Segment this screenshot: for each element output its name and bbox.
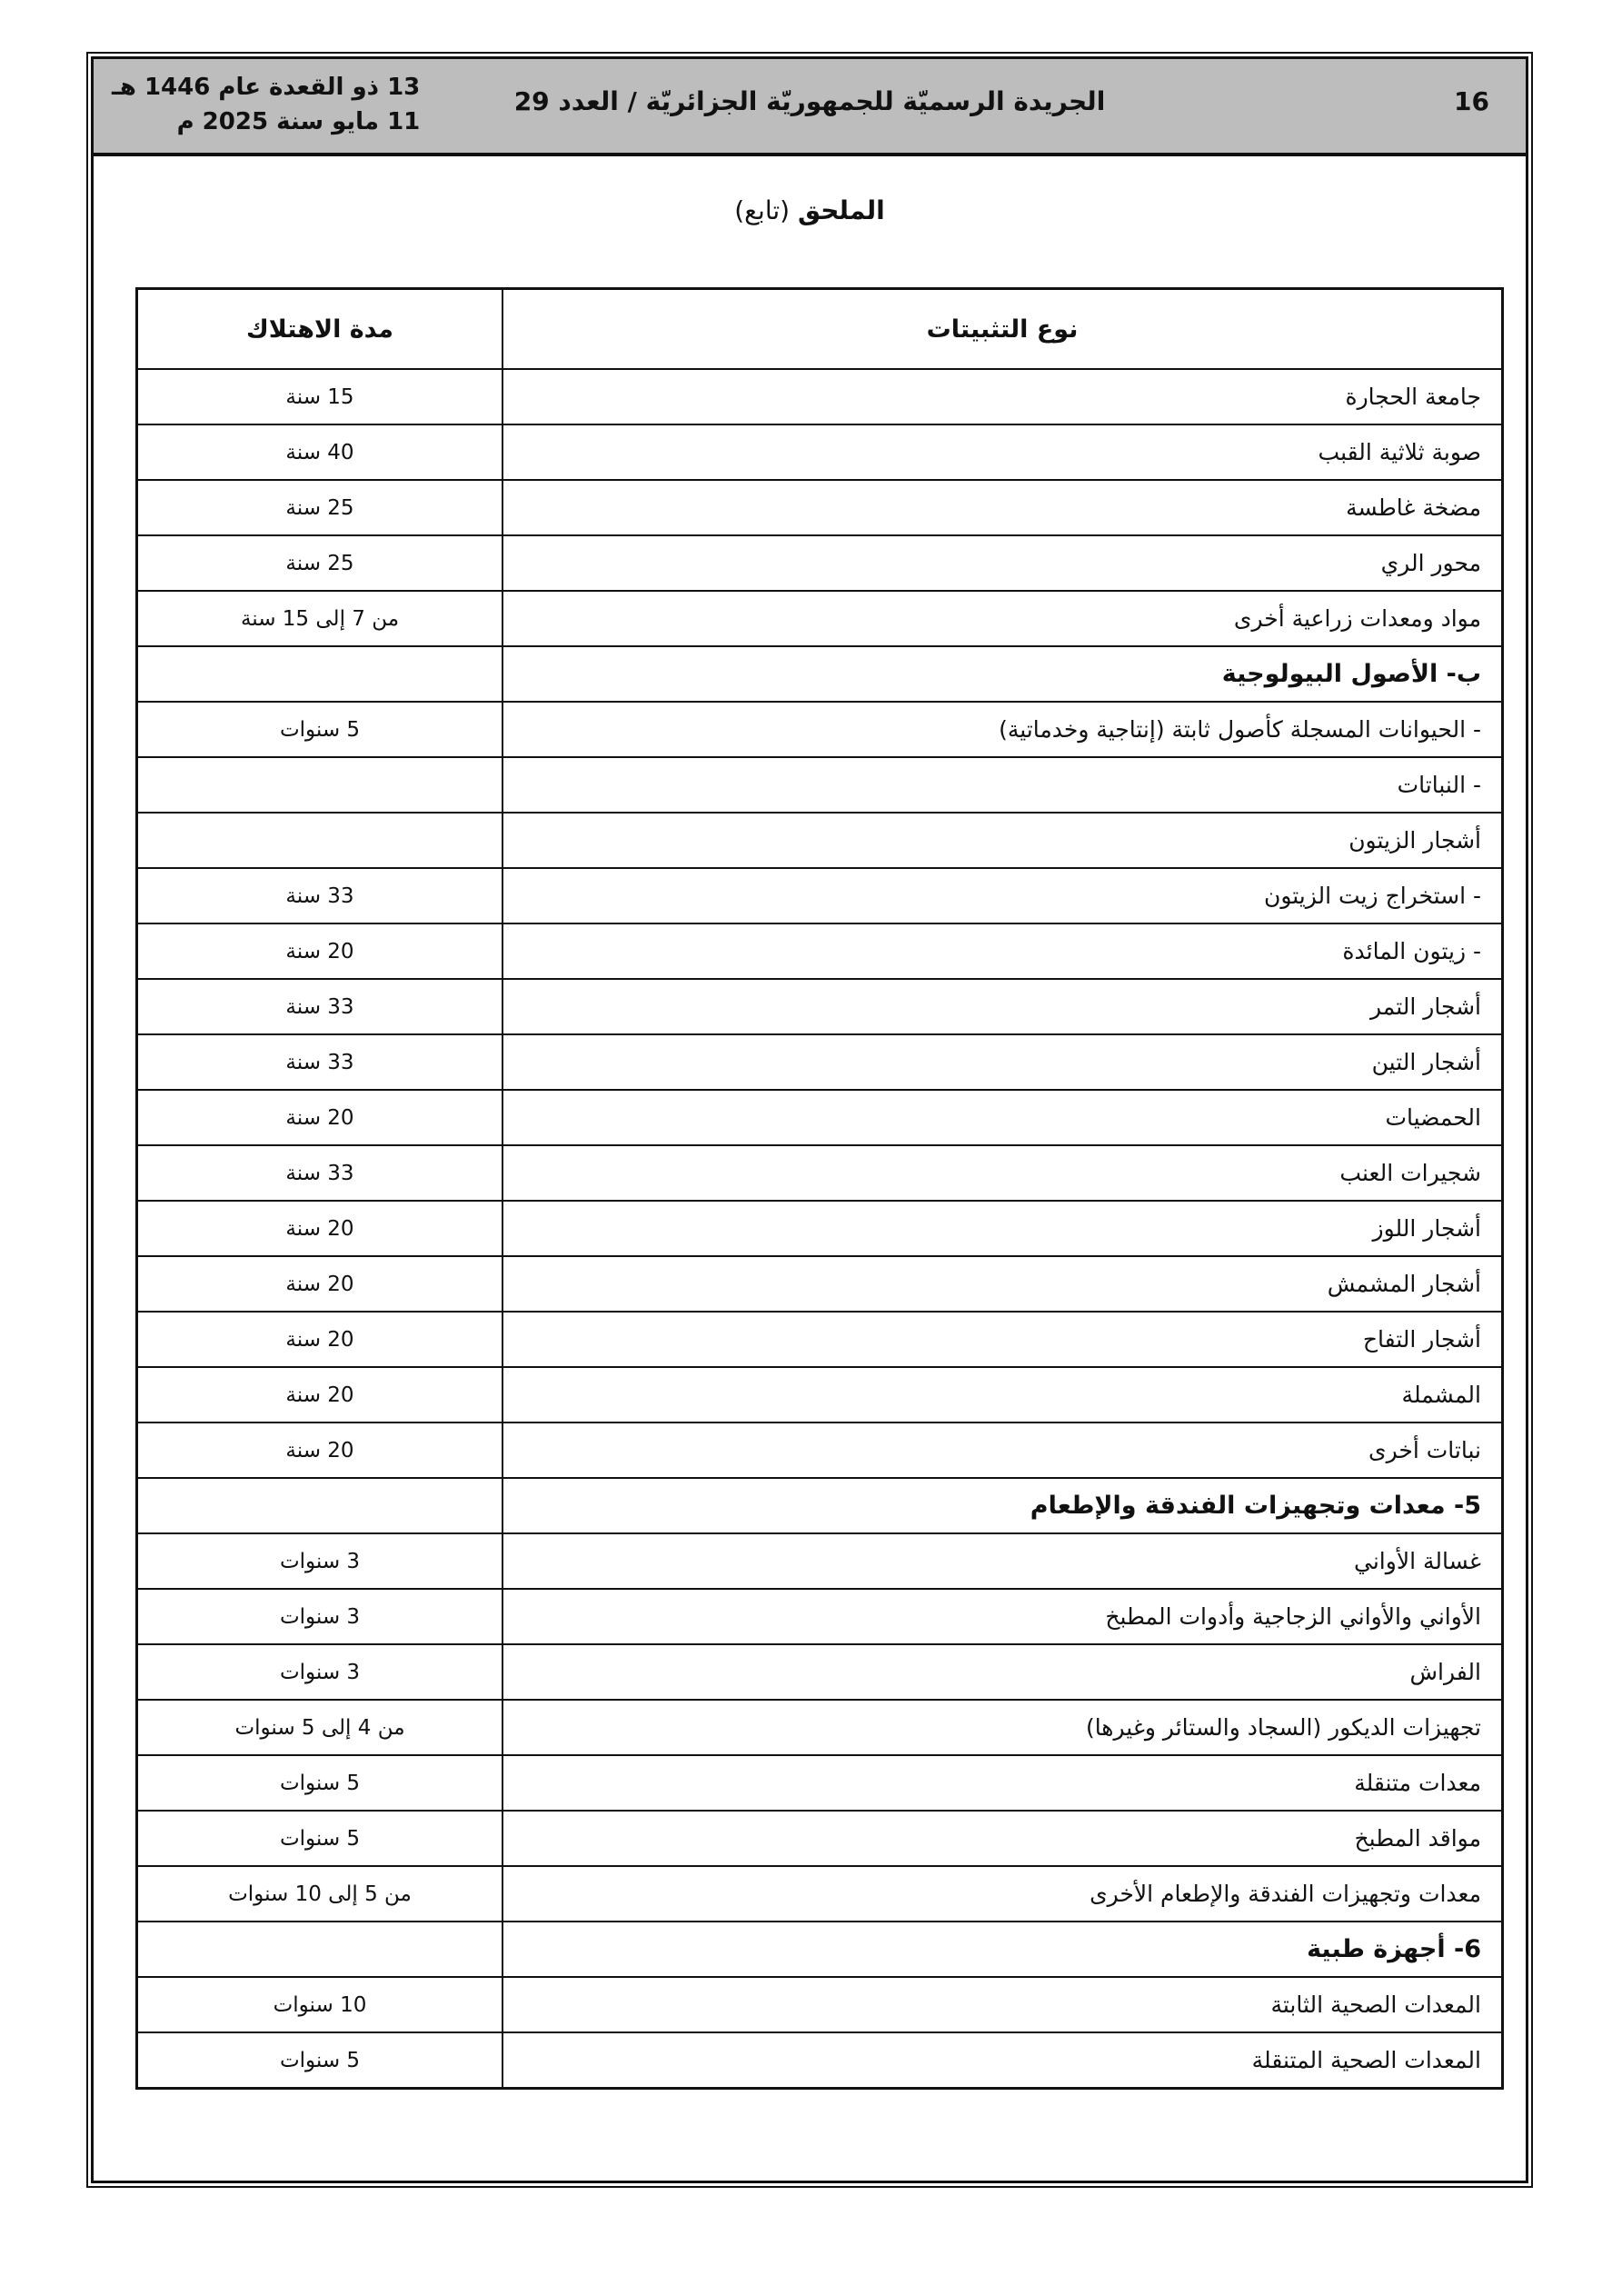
asset-type-cell: تجهيزات الديكور (السجاد والستائر وغيرها)	[503, 1700, 1503, 1755]
duration-cell: 5 سنوات	[137, 1755, 503, 1811]
header-asset-type: نوع التثبيتات	[503, 289, 1503, 370]
duration-cell: 15 سنة	[137, 369, 503, 424]
asset-type-cell: صوبة ثلاثية القبب	[503, 424, 1503, 480]
duration-cell	[137, 1922, 503, 1977]
table-row	[137, 1423, 1503, 1478]
duration-cell: 25 سنة	[137, 535, 503, 591]
duration-cell: 20 سنة	[137, 923, 503, 979]
page-number: 16	[1454, 86, 1489, 116]
duration-cell	[137, 646, 503, 702]
duration-cell: 20 سنة	[137, 1256, 503, 1312]
asset-type-cell: جامعة الحجارة	[503, 369, 1503, 424]
annex-title-sub: (تابع)	[734, 195, 791, 225]
duration-cell: 20 سنة	[137, 1423, 503, 1478]
table-row	[137, 1977, 1503, 2032]
asset-type-cell: أشجار اللوز	[503, 1201, 1503, 1256]
page-header	[94, 59, 1526, 156]
asset-type-cell: أشجار التفاح	[503, 1312, 1503, 1367]
duration-cell: 10 سنوات	[137, 1977, 503, 2032]
asset-type-cell: الأواني والأواني الزجاجية وأدوات المطبخ	[503, 1589, 1503, 1644]
asset-type-cell: المعدات الصحية الثابتة	[503, 1977, 1503, 2032]
table-row	[137, 1533, 1503, 1589]
duration-cell: 33 سنة	[137, 1145, 503, 1201]
asset-type-cell: المعدات الصحية المتنقلة	[503, 2032, 1503, 2089]
annex-title	[94, 195, 1526, 225]
table-row	[137, 369, 1503, 424]
table-row	[137, 1811, 1503, 1866]
table-row	[137, 1866, 1503, 1922]
table-row	[137, 591, 1503, 646]
asset-type-cell: - الحيوانات المسجلة كأصول ثابتة (إنتاجية وخدماتية)	[503, 702, 1503, 757]
header-duration: مدة الاهتلاك	[137, 289, 503, 370]
section-row	[137, 1922, 1503, 1977]
asset-type-cell: أشجار التين	[503, 1034, 1503, 1090]
asset-type-cell: مواقد المطبخ	[503, 1811, 1503, 1866]
table-row	[137, 923, 1503, 979]
table-row	[137, 1755, 1503, 1811]
duration-cell: 3 سنوات	[137, 1644, 503, 1700]
date-hijri: 13 ذو القعدة عام 1446 هـ	[112, 74, 421, 101]
table-row	[137, 979, 1503, 1034]
duration-cell: من 7 إلى 15 سنة	[137, 591, 503, 646]
table-row	[137, 1090, 1503, 1145]
duration-cell: 25 سنة	[137, 480, 503, 535]
asset-type-cell: محور الري	[503, 535, 1503, 591]
asset-type-cell: الفراش	[503, 1644, 1503, 1700]
asset-type-cell: مواد ومعدات زراعية أخرى	[503, 591, 1503, 646]
asset-type-cell: غسالة الأواني	[503, 1533, 1503, 1589]
table-row	[137, 1700, 1503, 1755]
asset-type-cell: معدات متنقلة	[503, 1755, 1503, 1811]
duration-cell: 20 سنة	[137, 1201, 503, 1256]
asset-type-cell: أشجار المشمش	[503, 1256, 1503, 1312]
table-row	[137, 2032, 1503, 2089]
date-gregorian: 11 مايو سنة 2025 م	[176, 108, 421, 135]
duration-cell: 3 سنوات	[137, 1533, 503, 1589]
page-frame	[91, 56, 1528, 2183]
duration-cell: 33 سنة	[137, 868, 503, 923]
table-row	[137, 1312, 1503, 1367]
duration-cell: 5 سنوات	[137, 1811, 503, 1866]
table-row	[137, 535, 1503, 591]
asset-type-cell: الحمضيات	[503, 1090, 1503, 1145]
asset-type-cell: - زيتون المائدة	[503, 923, 1503, 979]
section-row	[137, 1478, 1503, 1533]
table-row	[137, 1201, 1503, 1256]
table-row	[137, 1589, 1503, 1644]
asset-type-cell: 5- معدات وتجهيزات الفندقة والإطعام	[503, 1478, 1503, 1533]
duration-cell: 5 سنوات	[137, 2032, 503, 2089]
duration-cell	[137, 1478, 503, 1533]
table-row	[137, 757, 1503, 813]
asset-type-cell: - استخراج زيت الزيتون	[503, 868, 1503, 923]
duration-cell: 5 سنوات	[137, 702, 503, 757]
asset-type-cell: أشجار الزيتون	[503, 813, 1503, 868]
duration-cell: 33 سنة	[137, 1034, 503, 1090]
asset-type-cell: 6- أجهزة طبية	[503, 1922, 1503, 1977]
table-row	[137, 1644, 1503, 1700]
table-row	[137, 813, 1503, 868]
annex-title-main: الملحق	[798, 195, 885, 225]
journal-title: الجريدة الرسميّة للجمهوريّة الجزائريّة / العدد 29	[513, 86, 1106, 116]
duration-cell: 20 سنة	[137, 1090, 503, 1145]
duration-cell: 3 سنوات	[137, 1589, 503, 1644]
table-row	[137, 424, 1503, 480]
table-row	[137, 1034, 1503, 1090]
asset-type-cell: ب- الأصول البيولوجية	[503, 646, 1503, 702]
asset-type-cell: أشجار التمر	[503, 979, 1503, 1034]
depreciation-table	[135, 287, 1504, 2090]
table-row	[137, 702, 1503, 757]
duration-cell: من 5 إلى 10 سنوات	[137, 1866, 503, 1922]
asset-type-cell: - النباتات	[503, 757, 1503, 813]
asset-type-cell: مضخة غاطسة	[503, 480, 1503, 535]
duration-cell: 40 سنة	[137, 424, 503, 480]
asset-type-cell: نباتات أخرى	[503, 1423, 1503, 1478]
duration-cell: 33 سنة	[137, 979, 503, 1034]
table-row	[137, 480, 1503, 535]
duration-cell	[137, 813, 503, 868]
duration-cell: 20 سنة	[137, 1312, 503, 1367]
table-row	[137, 1367, 1503, 1423]
issue-date	[112, 70, 420, 139]
section-row	[137, 646, 1503, 702]
asset-type-cell: المشملة	[503, 1367, 1503, 1423]
table-row	[137, 1145, 1503, 1201]
table-row	[137, 868, 1503, 923]
table-row	[137, 1256, 1503, 1312]
asset-type-cell: معدات وتجهيزات الفندقة والإطعام الأخرى	[503, 1866, 1503, 1922]
duration-cell: من 4 إلى 5 سنوات	[137, 1700, 503, 1755]
duration-cell	[137, 757, 503, 813]
duration-cell: 20 سنة	[137, 1367, 503, 1423]
asset-type-cell: شجيرات العنب	[503, 1145, 1503, 1201]
